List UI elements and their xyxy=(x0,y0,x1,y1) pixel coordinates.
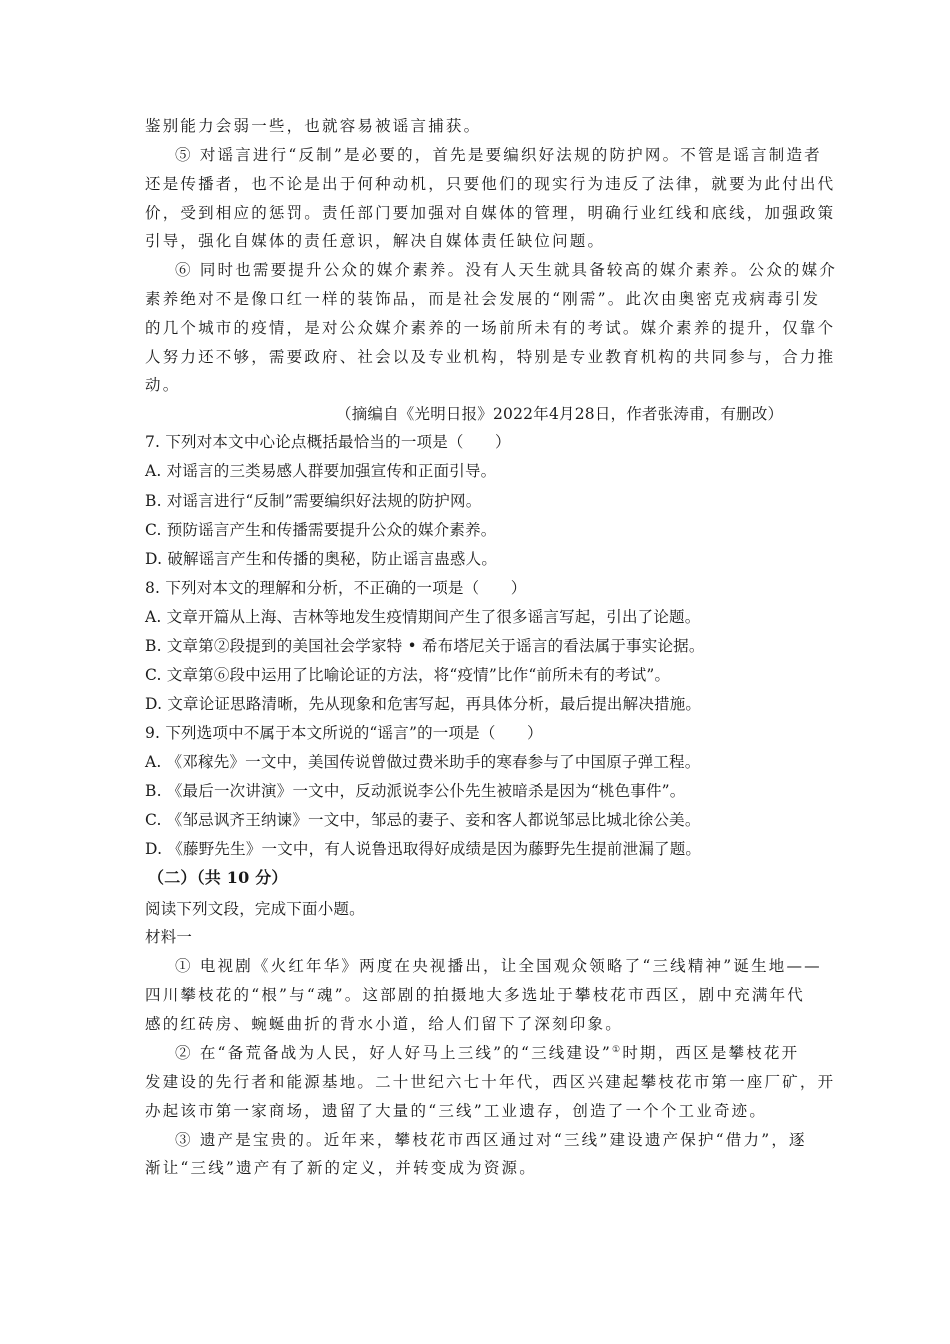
question-option: D. 文章论证思路清晰，先从现象和危害写起，再具体分析，最后提出解决措施。 xyxy=(145,695,702,713)
question-option: C. 预防谣言产生和传播需要提升公众的媒介素养。 xyxy=(145,521,497,539)
passage-line: 动。 xyxy=(145,376,181,394)
passage-line: 还是传播者，也不论是出于何种动机，只要他们的现实行为违反了法律，就要为此付出代 xyxy=(145,175,836,193)
material-text: 时期，西区是攀枝花开 xyxy=(622,1044,800,1062)
passage-line: 人努力还不够，需要政府、社会以及专业机构，特别是专业教育机构的共同参与，合力推 xyxy=(145,348,836,366)
question-option: A. 对谣言的三类易感人群要加强宣传和正面引导。 xyxy=(145,462,497,480)
material-line: 渐让“三线”遗产有了新的定义，并转变成为资源。 xyxy=(145,1159,537,1177)
material-line: 办起该市第一家商场，遗留了大量的“三线”工业遗存，创造了一个个工业奇迹。 xyxy=(145,1102,768,1120)
section-instruction: 阅读下列文段，完成下面小题。 xyxy=(145,900,365,918)
material-line xyxy=(175,1042,799,1064)
material-label: 材料一 xyxy=(145,928,193,946)
question-option: B. 文章第②段提到的美国社会学家特 • 希布塔尼关于谣言的看法属于事实论据。 xyxy=(145,637,705,655)
material-line: 四川攀枝花的“根”与“魂”。这部剧的拍摄地大多选址于攀枝花市西区，剧中充满年代 xyxy=(145,986,805,1004)
question-option: D. 《藤野先生》一文中，有人说鲁迅取得好成绩是因为藤野先生提前泄漏了题。 xyxy=(145,840,702,858)
question-stem: 7. 下列对本文中心论点概括最恰当的一项是（ ） xyxy=(145,433,511,451)
passage-line: ⑥ 同时也需要提升公众的媒介素养。没有人天生就具备较高的媒介素养。公众的媒介 xyxy=(175,261,838,279)
material-line: 发建设的先行者和能源基地。二十世纪六七十年代，西区兴建起攀枝花市第一座厂矿，开 xyxy=(145,1073,836,1091)
passage-line: 引导，强化自媒体的责任意识，解决自媒体责任缺位问题。 xyxy=(145,232,606,250)
passage-source: （摘编自《光明日报》2022年4月28日，作者张涛甫，有删改） xyxy=(336,405,784,423)
material-line: ③ 遗产是宝贵的。近年来，攀枝花市西区通过对“三线”建设遗产保护“借力”，逐 xyxy=(175,1131,807,1149)
material-line: 感的红砖房、蜿蜒曲折的背水小道，给人们留下了深刻印象。 xyxy=(145,1015,623,1033)
section-title: （二）（共 10 分） xyxy=(148,868,288,887)
question-option: A. 《邓稼先》一文中，美国传说曾做过费米助手的寒春参与了中国原子弹工程。 xyxy=(145,753,701,771)
material-text: ② 在“备荒备战为人民，好人好马上三线”的“三线建设” xyxy=(175,1044,613,1062)
question-option: C. 《邹忌讽齐王纳谏》一文中，邹忌的妻子、妾和客人都说邹忌比城北徐公美。 xyxy=(145,811,701,829)
question-stem: 9. 下列选项中不属于本文所说的“谣言”的一项是（ ） xyxy=(145,724,543,742)
passage-line: 的几个城市的疫情，是对公众媒介素养的一场前所未有的考试。媒介素养的提升，仅靠个 xyxy=(145,319,836,337)
question-option: B. 对谣言进行“反制”需要编织好法规的防护网。 xyxy=(145,492,482,510)
question-option: C. 文章第⑥段中运用了比喻论证的方法，将“疫情”比作“前所未有的考试”。 xyxy=(145,666,671,684)
passage-line: 价，受到相应的惩罚。责任部门要加强对自媒体的管理，明确行业红线和底线，加强政策 xyxy=(145,204,836,222)
passage-line: ⑤ 对谣言进行“反制”是必要的，首先是要编织好法规的防护网。不管是谣言制造者 xyxy=(175,146,822,164)
passage-line: 鉴别能力会弱一些，也就容易被谣言捕获。 xyxy=(145,117,482,135)
question-stem: 8. 下列对本文的理解和分析，不正确的一项是（ ） xyxy=(145,579,527,597)
passage-line: 素养绝对不是像口红一样的装饰品，而是社会发展的“刚需”。此次由奥密克戎病毒引发 xyxy=(145,290,821,308)
footnote-marker: ① xyxy=(612,1045,623,1055)
material-line: ① 电视剧《火红年华》两度在央视播出，让全国观众领略了“三线精神”诞生地—— xyxy=(175,957,822,975)
question-option: D. 破解谣言产生和传播的奥秘，防止谣言蛊惑人。 xyxy=(145,550,498,568)
question-option: B. 《最后一次讲演》一文中，反动派说李公仆先生被暗杀是因为“桃色事件”。 xyxy=(145,782,686,800)
question-option: A. 文章开篇从上海、吉林等地发生疫情期间产生了很多谣言写起，引出了论题。 xyxy=(145,608,701,626)
